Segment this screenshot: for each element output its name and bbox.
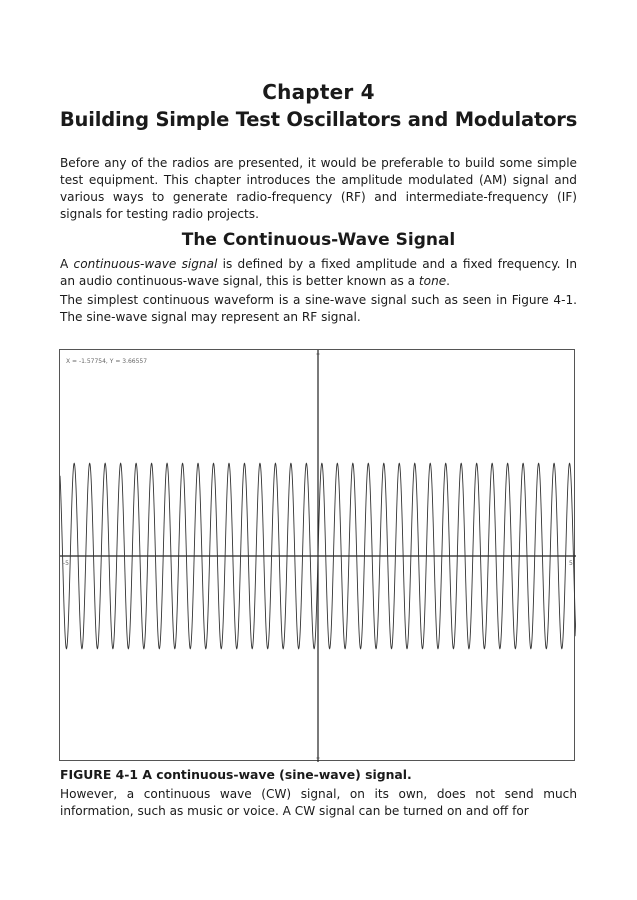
p2-text-c: . — [446, 274, 451, 288]
chapter-number: Chapter 4 — [262, 80, 375, 104]
definition-paragraph — [60, 256, 577, 290]
figure-caption: FIGURE 4-1 A continuous-wave (sine-wave) signal. — [60, 767, 412, 782]
x-tick-label-max: 5 — [569, 560, 573, 567]
x-tick-label-min: -5 — [63, 560, 69, 567]
p2-tone: tone — [418, 274, 447, 288]
sine-wave-paragraph: The simplest continuous waveform is a sine-wave signal such as seen in Figure 4-1. The sine-wave signal may represent an RF signal. — [60, 293, 577, 324]
p2-term: continuous-wave signal — [73, 257, 218, 271]
chapter-title: Building Simple Test Oscillators and Modulators — [59, 108, 578, 131]
p2-text-b: is defined by a fixed amplitude and a fixed frequency. In an audio continuous-wave signal, this is better known as a — [60, 257, 577, 288]
cw-paragraph: However, a continuous wave (CW) signal, on its own, does not send much information, such as music or voice. A CW signal can be turned on and off for — [60, 787, 577, 818]
sine-wave-plot — [60, 350, 576, 762]
figure-4-1 — [59, 349, 575, 761]
section-heading: The Continuous-Wave Signal — [181, 230, 456, 250]
coordinate-readout: X = -1.57754, Y = 3.66557 — [66, 358, 148, 365]
p2-text-a: A — [60, 257, 74, 271]
intro-paragraph: Before any of the radios are presented, it would be preferable to build some simple test equipment. This chapter introduces the amplitude modulated (AM) signal and various ways to generate radio-frequency (RF) and intermediate-frequency (IF) signals for testing radio projects. — [60, 156, 577, 221]
